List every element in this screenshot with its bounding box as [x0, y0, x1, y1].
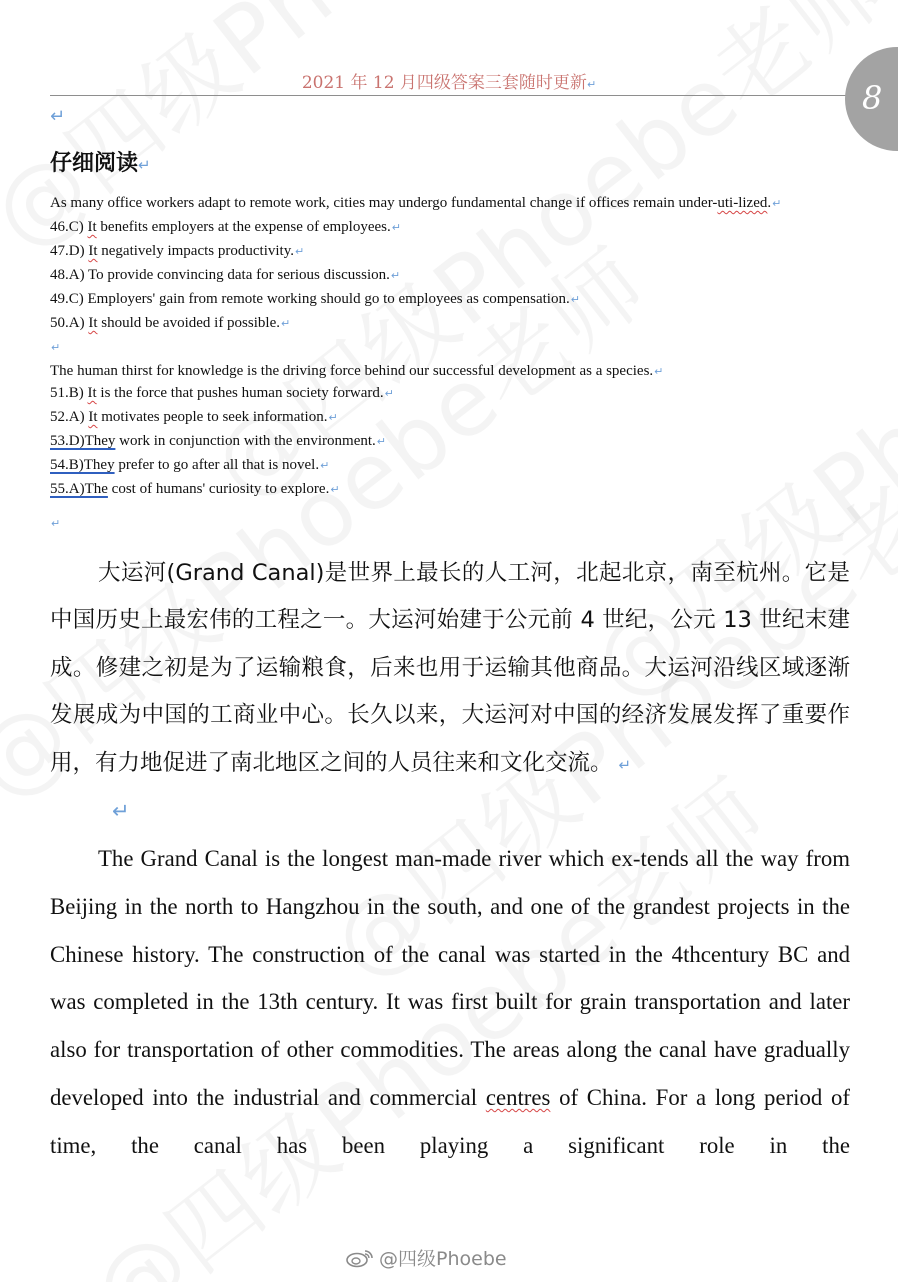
english-text: The Grand Canal is the longest man-made river which ex-tends all the way from Beijing in the north to Hangzhou in the south, and one of the grandest projects in the Chinese history. The construction of the canal was started in the 4thcentury BC and was completed in the 13th century. It was first built for grain transportation and later also for transportation of other commodities. The areas along the canal have gradually developed into the industrial and commercial — [50, 846, 850, 1110]
answer-46 — [50, 217, 401, 238]
answer-label: 46.C) — [50, 219, 88, 235]
answer-text: is the force that pushes human society forward. — [96, 385, 384, 401]
chinese-text: 大运河(Grand Canal)是世界上最长的人工河，北起北京，南至杭州。它是中国历史上最宏伟的工程之一。大运河始建于公元前 4 世纪，公元 13 世纪末建成。修建之初是为了运输粮食，后来也用于运输其他商品。大运河沿线区域逐渐发展成为中国的工商业中心。长久以来，大运河对中国的经济发展发挥了重要作用，有力地促进了南北地区之间的人员往来和文化交流。 — [50, 560, 850, 776]
passage-2-topic — [50, 361, 663, 382]
spell-flagged-word: centres — [485, 1084, 551, 1110]
answer-50 — [50, 313, 290, 334]
return-mark: ↵ — [294, 245, 305, 258]
answer-label: 47.D) — [50, 243, 89, 259]
answer-47 — [50, 241, 304, 262]
answer-text: negatively impacts productivity. — [97, 243, 294, 259]
answer-text: should be avoided if possible. — [97, 315, 280, 331]
spell-flagged-word: It — [87, 385, 97, 401]
answer-51 — [50, 383, 394, 404]
answer-label: 51.B) — [50, 385, 88, 401]
return-mark: ↵ — [376, 435, 386, 448]
weibo-handle: @四级Phoebe — [379, 1248, 507, 1270]
return-mark: ↵ — [586, 78, 597, 91]
return-mark: ↵ — [330, 483, 340, 496]
header-title: 2021 年 12 月四级答案三套随时更新 — [301, 73, 587, 93]
answer-text: 48.A) To provide convincing data for serious discussion. — [50, 267, 390, 283]
english-translation-paragraph — [50, 835, 850, 1170]
answer-text: benefits employers at the expense of employees. — [96, 219, 391, 235]
answer-text: 49.C) Employers' gain from remote working should go to employees as compensation. — [50, 291, 570, 307]
answer-49 — [50, 289, 580, 310]
answer-text: work in conjunction with the environment. — [115, 433, 376, 449]
return-mark: ↵ — [384, 387, 394, 400]
weibo-icon — [345, 1248, 375, 1268]
topic-text: The human thirst for knowledge is the driving force behind our successful development as a species. — [50, 363, 654, 379]
answer-53 — [50, 431, 386, 452]
spell-flagged-word: It — [88, 315, 98, 331]
return-mark: ↵ — [280, 317, 291, 330]
return-mark: ↵ — [570, 293, 580, 306]
answer-label: 52.A) — [50, 409, 89, 425]
return-mark: ↵ — [51, 341, 61, 354]
return-mark: ↵ — [328, 411, 338, 424]
english-text-end: of China. For a long period of time, the canal has been playing a significant role in the — [50, 1084, 850, 1158]
answer-52 — [50, 407, 338, 428]
return-mark: ↵ — [391, 221, 401, 234]
return-mark: ↵ — [772, 197, 782, 210]
return-mark: ↵ — [50, 106, 66, 127]
return-mark: ↵ — [654, 365, 664, 378]
return-mark: ↵ — [112, 799, 130, 823]
return-mark: ↵ — [320, 459, 330, 472]
return-mark: ↵ — [618, 755, 632, 774]
empty-line — [50, 513, 60, 534]
answer-54 — [50, 455, 329, 476]
grammar-flagged-text: 55.A)The — [50, 481, 108, 497]
topic-text-end: . — [767, 195, 772, 211]
answer-55 — [50, 479, 340, 500]
return-mark: ↵ — [51, 517, 61, 530]
page-number: 8 — [862, 79, 883, 117]
grammar-flagged-text: 53.D)They — [50, 433, 116, 449]
spell-flagged-word: It — [88, 243, 98, 259]
return-mark: ↵ — [138, 156, 151, 174]
answer-text: cost of humans' curiosity to explore. — [107, 481, 330, 497]
answer-48 — [50, 265, 400, 286]
weibo-watermark — [345, 1247, 507, 1271]
topic-text: As many office workers adapt to remote work, cities may undergo fundamental change if offices remain under- — [50, 195, 718, 211]
chinese-source-paragraph — [50, 550, 850, 789]
section-title — [50, 148, 151, 181]
answer-text: motivates people to seek information. — [97, 409, 328, 425]
grammar-flagged-text: 54.B)They — [50, 457, 115, 473]
page-header — [0, 68, 898, 93]
spell-flagged-word: uti-lized — [717, 195, 768, 211]
header-divider — [50, 95, 850, 96]
spell-flagged-word: It — [87, 219, 97, 235]
spell-flagged-word: It — [88, 409, 98, 425]
section-title-text: 仔细阅读 — [50, 151, 139, 176]
answer-label: 50.A) — [50, 315, 89, 331]
return-mark: ↵ — [390, 269, 401, 282]
empty-line — [50, 337, 60, 358]
passage-1-topic — [50, 193, 781, 214]
answer-text: prefer to go after all that is novel. — [114, 457, 320, 473]
